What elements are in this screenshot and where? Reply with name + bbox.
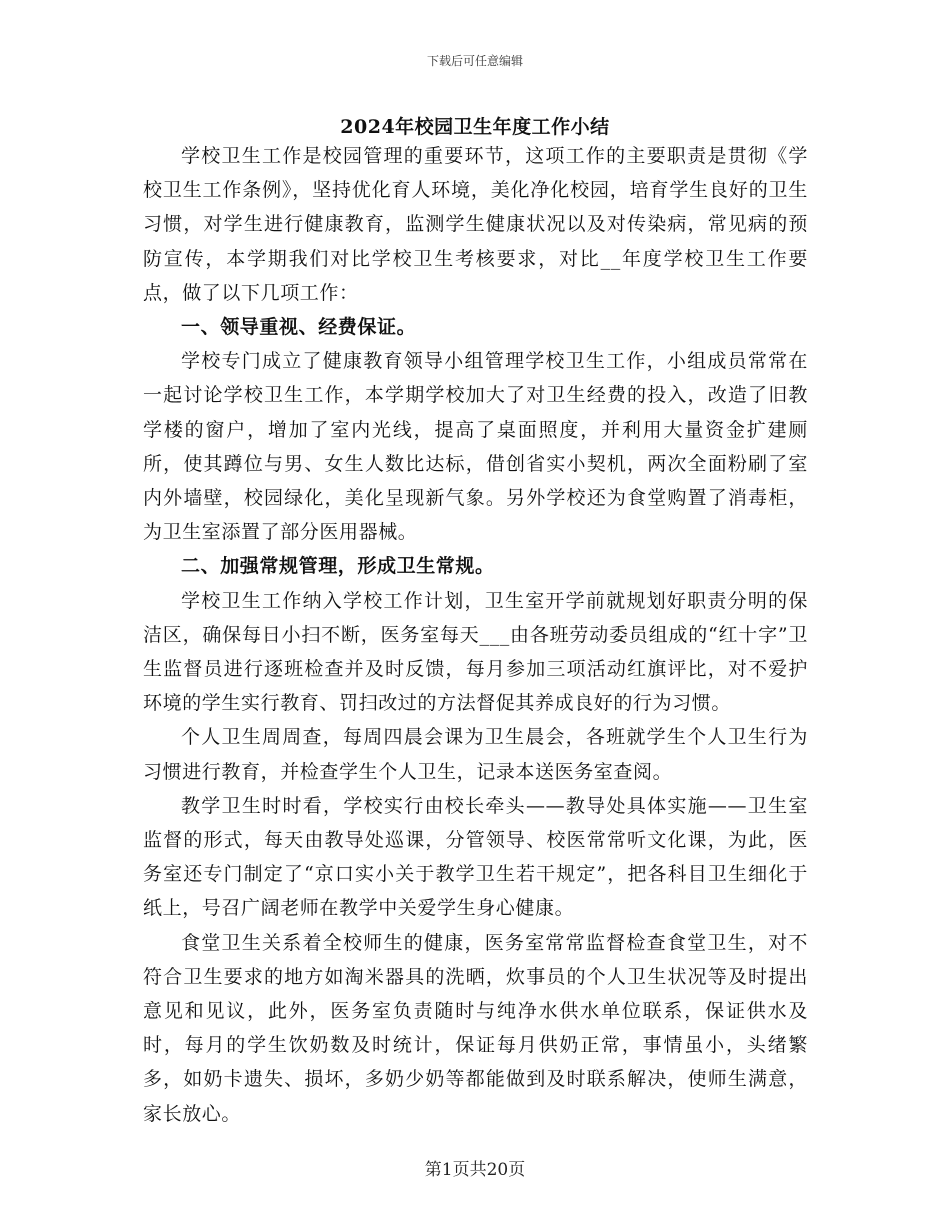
page-number: 第1页共20页: [424, 1160, 526, 1180]
document-title: 2024年校园卫生年度工作小结: [340, 116, 610, 138]
body-paragraph: 个人卫生周周查，每周四晨会课为卫生晨会，各班就学生个人卫生行为习惯进行教育，并检查学生个人卫生，记录本送医务室查阅。: [143, 726, 808, 783]
page-header-note: 下载后可任意编辑: [426, 54, 523, 68]
body-paragraph: 学校卫生工作纳入学校工作计划，卫生室开学前就规划好职责分明的保洁区，确保每日小扫不断，医务室每天___由各班劳动委员组成的“红十字”卫生监督员进行逐班检查并及时反馈，每月参加三项活动红旗评比，对不爱护环境的学生实行教育、罚扫改过的方法督促其养成良好的行为习惯。: [143, 589, 808, 715]
body-paragraph: 学校专门成立了健康教育领导小组管理学校卫生工作，小组成员常常在一起讨论学校卫生工作，本学期学校加大了对卫生经费的投入，改造了旧教学楼的窗户，增加了室内光线，提高了桌面照度，并利用大量资金扩建厕所，使其蹲位与男、女生人数比达标，借创省实小契机，两次全面粉刷了室内外墙壁，校园绿化，美化呈现新气象。另外学校还为食堂购置了消毒柜，为卫生室添置了部分医用器械。: [143, 350, 808, 544]
section-heading-1: 一、领导重视、经费保证。: [181, 316, 417, 339]
intro-paragraph: 学校卫生工作是校园管理的重要环节，这项工作的主要职责是贯彻《学校卫生工作条例》，坚持优化育人环境，美化净化校园，培育学生良好的卫生习惯，对学生进行健康教育，监测学生健康状况以及对传染病，常见病的预防宣传，本学期我们对比学校卫生考核要求，对比__年度学校卫生工作要点，做了以下几项工作：: [143, 145, 808, 304]
body-paragraph: 教学卫生时时看，学校实行由校长牵头——教导处具体实施——卫生室监督的形式，每天由教导处巡课，分管领导、校医常常听文化课，为此，医务室还专门制定了“京口实小关于教学卫生若干规定”，把各科目卫生细化于纸上，号召广阔老师在教学中关爱学生身心健康。: [143, 794, 808, 920]
body-paragraph: 食堂卫生关系着全校师生的健康，医务室常常监督检查食堂卫生，对不符合卫生要求的地方如淘米器具的洗晒，炊事员的个人卫生状况等及时提出意见和见议，此外，医务室负责随时与纯净水供水单位联系，保证供水及时，每月的学生饮奶数及时统计，保证每月供奶正常，事情虽小，头绪繁多，如奶卡遗失、损坏，多奶少奶等都能做到及时联系解决，使师生满意，家长放心。: [143, 931, 808, 1125]
document-body: [143, 139, 808, 1131]
section-heading-2: 二、加强常规管理，形成卫生常规。: [181, 555, 495, 578]
